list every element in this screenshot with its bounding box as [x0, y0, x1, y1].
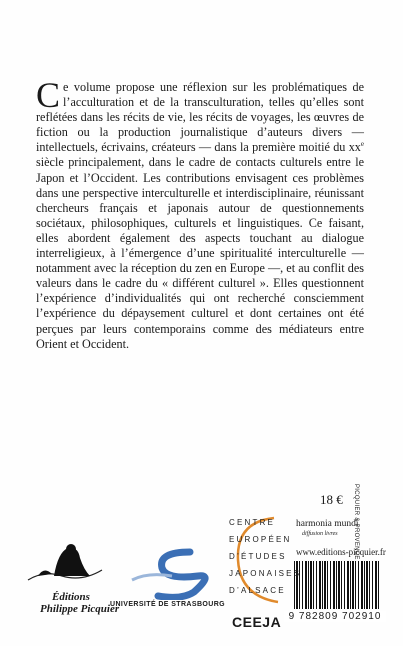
ceeja-line-2: EUROPÉEN [229, 535, 292, 544]
publisher-website: www.editions-picquier.fr [296, 547, 386, 557]
isbn-barcode [294, 561, 380, 609]
distributor-name: harmonia mundi [296, 519, 359, 529]
ceeja-mark: CEEJA [232, 614, 282, 630]
picquier-logo-icon [24, 540, 106, 586]
century-superscript: e [360, 140, 364, 149]
drop-cap: C [36, 75, 61, 115]
price: 18 € [320, 492, 343, 507]
publisher-line-2: Philippe Picquier [40, 603, 120, 615]
ceeja-line-4: JAPONAISES [229, 569, 302, 578]
distributor-sub: diffusion livres [302, 531, 338, 537]
strasbourg-university-logo-icon [128, 546, 218, 600]
ceeja-line-5: D’ALSACE [229, 586, 286, 595]
blurb-part-1: e volume propose une réflexion sur les problématiques de l’acculturation et de la transculturation, telles qu’elles sont reflétées dans les récits de vie, les récits de voyages, les œuvres de fiction ou la production journalistique d’auteurs divers — intellectuels, écrivains, créateurs — dans la première moitié du xx [36, 80, 364, 155]
picquier-vertical-logo: PICQUIER & PROVENCE [353, 484, 359, 560]
blurb-text [36, 75, 364, 352]
university-name: UNIVERSITÉ DE STRASBOURG [110, 601, 225, 608]
blurb-part-2: siècle principalement, dans le cadre de contacts culturels entre le Japon et l’Occident. Les contributions envisagent ces problèmes dans une perspective interculturelle et interdisciplinaire, réunissant chercheurs français et japonais autour de questionnements sociétaux, philosophiques, culturels et linguistiques. Ce faisant, elles abordent également des aspects touchant au dialogue interreligieux, à l’émergence d’une spiritualité interculturelle — notamment avec la réception du zen en Europe —, et au conflit des valeurs dans le cadre du « différent culturel ». Elles questionnent l’expérience d’individualités qui ont recherché consciemment l’expérience du dépaysement culturel et dont certaines ont été perçues par leurs contemporains comme des médiateurs entre Orient et Occident. [36, 155, 364, 351]
ceeja-line-1: CENTRE [229, 518, 276, 527]
isbn-number: 9 782809 702910 [284, 611, 386, 622]
ceeja-line-3: D’ÉTUDES [229, 552, 287, 561]
publisher-line-1: Éditions [52, 591, 90, 603]
